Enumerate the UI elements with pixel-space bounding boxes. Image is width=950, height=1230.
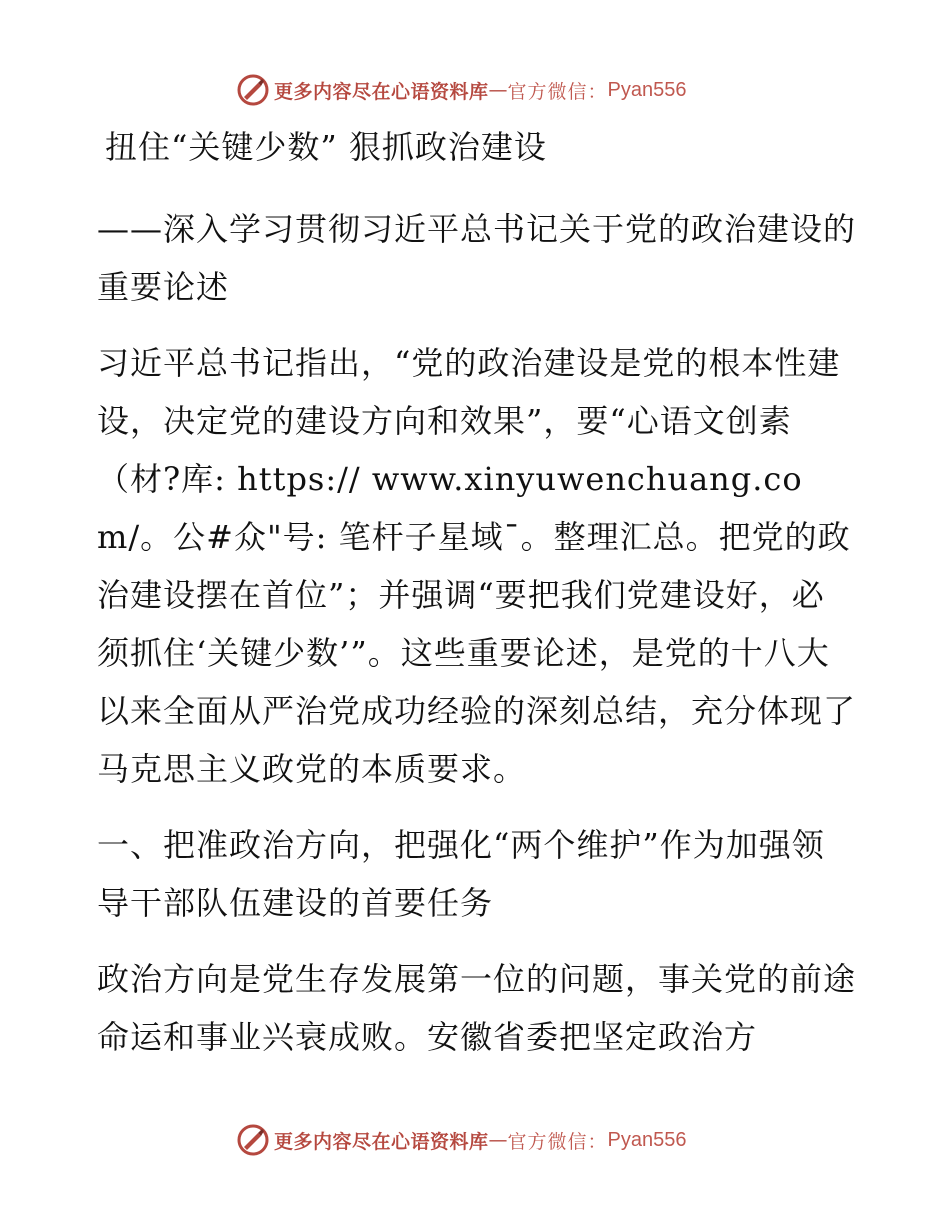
document-subtitle: ——深入学习贯彻习近平总书记关于党的政治建设的重要论述 [97, 210, 857, 306]
banner-wechat-label: 官方微信： [507, 80, 608, 103]
banner-separator: — [488, 1129, 508, 1151]
banner-wechat-id: Pyan556 [607, 78, 687, 101]
footer-banner [236, 1122, 687, 1158]
document-title: 扭住“关键少数” 狠抓政治建设 [105, 128, 547, 166]
banner-separator: — [488, 79, 508, 101]
banner-main-text: 更多内容尽在心语资料库 [274, 1130, 489, 1153]
section-heading: 一、把准政治方向，把强化“两个维护”作为加强领导干部队伍建设的首要任务 [97, 826, 825, 922]
pen-circle-logo-icon [236, 73, 270, 107]
section-paragraph: 政治方向是党生存发展第一位的问题，事关党的前途命运和事业兴衰成败。安徽省委把坚定政治方 [97, 960, 857, 1056]
body-paragraph: 习近平总书记指出，“党的政治建设是党的根本性建设，决定党的建设方向和效果”，要“心语文创素（材?库: https:// www.xinyuwenchuang.com/。公#众"号: 笔杆子星域¯。整理汇总。把党的政治建设摆在首位”；并强调“要把我们党建设好，必须抓住‘关键少数’”。这些重要论述，是党的十八大以来全面从严治党成功经验的深刻总结，充分体现了马克思主义政党的本质要求。 [97, 344, 857, 788]
header-banner [236, 72, 687, 108]
pen-circle-logo-icon [236, 1123, 270, 1157]
banner-wechat-label: 官方微信： [507, 1130, 608, 1153]
banner-wechat-id: Pyan556 [607, 1128, 687, 1151]
document-body [97, 118, 857, 1084]
banner-main-text: 更多内容尽在心语资料库 [274, 80, 489, 103]
